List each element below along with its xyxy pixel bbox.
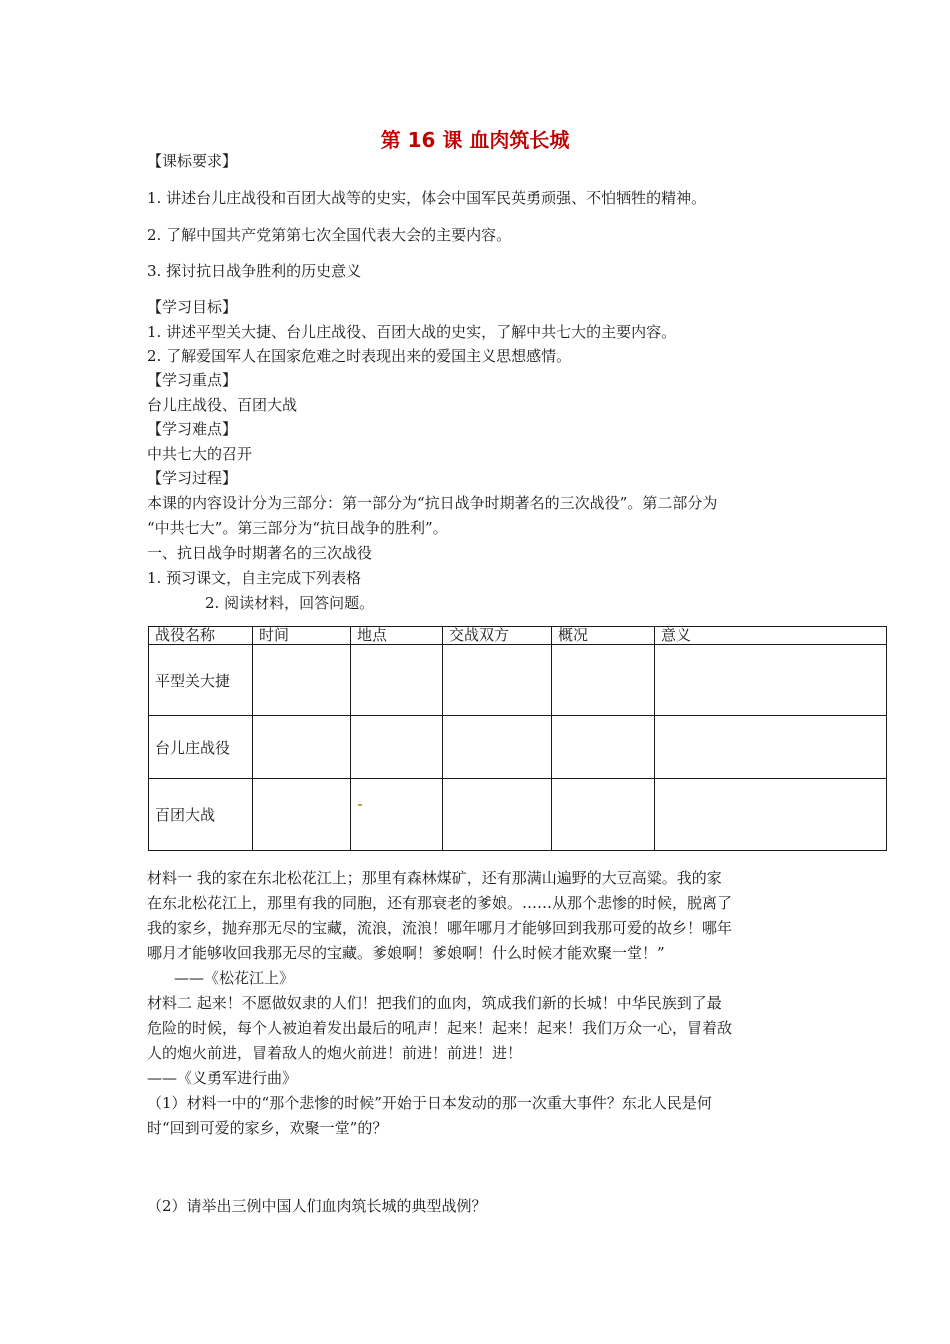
table-cell [443, 779, 552, 851]
lesson-title: 第 16 课 血肉筑长城 [380, 128, 570, 152]
table-cell [655, 779, 887, 851]
kebiao-item-2: 2. 了解中国共产党第第七次全国代表大会的主要内容。 [147, 226, 512, 244]
table-header: 地点 [351, 627, 443, 645]
table-header: 时间 [253, 627, 351, 645]
table-cell [351, 716, 443, 779]
table-cell [552, 645, 655, 716]
kebiao-heading: 【课标要求】 [147, 152, 238, 170]
nandian-text: 中共七大的召开 [147, 445, 253, 463]
step-1: 1. 预习课文，自主完成下列表格 [147, 569, 362, 587]
question-2: （2）请举出三例中国人们血肉筑长城的典型战例？ [147, 1197, 487, 1215]
question-1-line-2: 时“回到可爱的家乡，欢聚一堂”的？ [147, 1119, 388, 1137]
intro-line-1: 本课的内容设计分为三部分：第一部分为“抗日战争时期著名的三次战役”。第二部分为 [147, 494, 718, 512]
stray-mark [358, 804, 362, 806]
battle-name-cell: 台儿庄战役 [149, 716, 253, 779]
table-cell [253, 716, 351, 779]
guocheng-heading: 【学习过程】 [147, 469, 238, 487]
table-cell [443, 716, 552, 779]
table-cell [552, 779, 655, 851]
table-header: 意义 [655, 627, 887, 645]
table-cell [552, 716, 655, 779]
table-cell [655, 645, 887, 716]
table-cell [253, 645, 351, 716]
nandian-heading: 【学习难点】 [147, 420, 238, 438]
mubiao-heading: 【学习目标】 [147, 298, 238, 316]
step-2: 2. 阅读材料，回答问题。 [205, 594, 375, 612]
battle-table [148, 626, 887, 851]
battle-name-cell: 百团大战 [149, 779, 253, 851]
kebiao-item-3: 3. 探讨抗日战争胜利的历史意义 [147, 262, 362, 280]
material2-line-1: 材料二 起来！不愿做奴隶的人们！把我们的血肉，筑成我们新的长城！中华民族到了最 [147, 994, 722, 1012]
table-row [149, 645, 887, 716]
table-cell [253, 779, 351, 851]
table-header-row [149, 627, 887, 645]
mubiao-item-2: 2. 了解爱国军人在国家危难之时表现出来的爱国主义思想感情。 [147, 347, 572, 365]
table-row [149, 716, 887, 779]
material1-line-2: 在东北松花江上，那里有我的同胞，还有那衰老的爹娘。……从那个悲惨的时候，脱离了 [147, 894, 733, 912]
material1-source: ——《松花江上》 [174, 969, 295, 987]
zhongdian-heading: 【学习重点】 [147, 371, 238, 389]
table-header: 交战双方 [443, 627, 552, 645]
part1-heading: 一、抗日战争时期著名的三次战役 [147, 544, 373, 562]
table-header: 战役名称 [149, 627, 253, 645]
material2-source: ——《义勇军进行曲》 [147, 1069, 298, 1087]
material1-line-3: 我的家乡，抛弃那无尽的宝藏，流浪，流浪！哪年哪月才能够回到我那可爱的故乡！哪年 [147, 919, 733, 937]
material2-line-3: 人的炮火前进，冒着敌人的炮火前进！前进！前进！进！ [147, 1044, 523, 1062]
material1-line-1: 材料一 我的家在东北松花江上；那里有森林煤矿，还有那满山遍野的大豆高粱。我的家 [147, 869, 722, 887]
table-cell [443, 645, 552, 716]
zhongdian-text: 台儿庄战役、百团大战 [147, 396, 298, 414]
table-cell [655, 716, 887, 779]
intro-line-2: “中共七大”。第三部分为“抗日战争的胜利”。 [147, 519, 448, 537]
table-cell [351, 779, 443, 851]
table-header: 概况 [552, 627, 655, 645]
material2-line-2: 危险的时候，每个人被迫着发出最后的吼声！起来！起来！起来！我们万众一心，冒着敌 [147, 1019, 733, 1037]
kebiao-item-1: 1. 讲述台儿庄战役和百团大战等的史实，体会中国军民英勇顽强、不怕牺牲的精神。 [147, 189, 707, 207]
battle-name-cell: 平型关大捷 [149, 645, 253, 716]
mubiao-item-1: 1. 讲述平型关大捷、台儿庄战役、百团大战的史实，了解中共七大的主要内容。 [147, 323, 677, 341]
table-row [149, 779, 887, 851]
material1-line-4: 哪月才能够收回我那无尽的宝藏。爹娘啊！爹娘啊！什么时候才能欢聚一堂！” [147, 944, 665, 962]
question-1-line-1: （1）材料一中的“那个悲惨的时候”开始于日本发动的那一次重大事件？东北人民是何 [147, 1094, 712, 1112]
table-cell [351, 645, 443, 716]
